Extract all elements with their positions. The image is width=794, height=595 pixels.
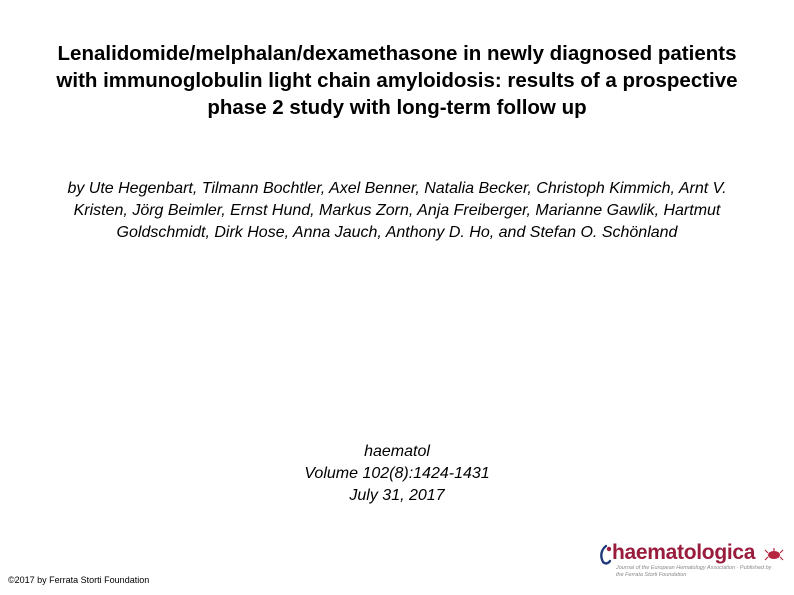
citation-block — [197, 441, 597, 507]
haematologica-logo — [598, 540, 788, 580]
bug-icon — [764, 548, 784, 562]
copyright-notice: ©2017 by Ferrata Storti Foundation — [8, 575, 150, 585]
journal-name: haematol — [364, 443, 430, 460]
article-title: Lenalidomide/melphalan/dexamethasone in newly diagnosed patients with immunoglobulin light chain amyloidosis: results of a prospective phase 2 study with long-term follow up — [56, 42, 738, 119]
publication-date: July 31, 2017 — [349, 487, 445, 504]
author-list: by Ute Hegenbart, Tilmann Bochtler, Axel Benner, Natalia Becker, Christoph Kimmich, Arnt V. Kristen, Jörg Beimler, Ernst Hund, Markus Zorn, Anja Freiberger, Marianne Gawlik, Hartmut Goldschmidt, Dirk Hose, Anna Jauch, Anthony D. Ho, and Stefan O. Schönland — [67, 180, 727, 241]
logo-wordmark: haematologica — [612, 541, 756, 564]
journal-volume: Volume 102(8):1424-1431 — [304, 465, 490, 482]
logo-tagline: Journal of the European Hematology Association · Published by the Ferrata Storti Foundation — [616, 565, 772, 578]
